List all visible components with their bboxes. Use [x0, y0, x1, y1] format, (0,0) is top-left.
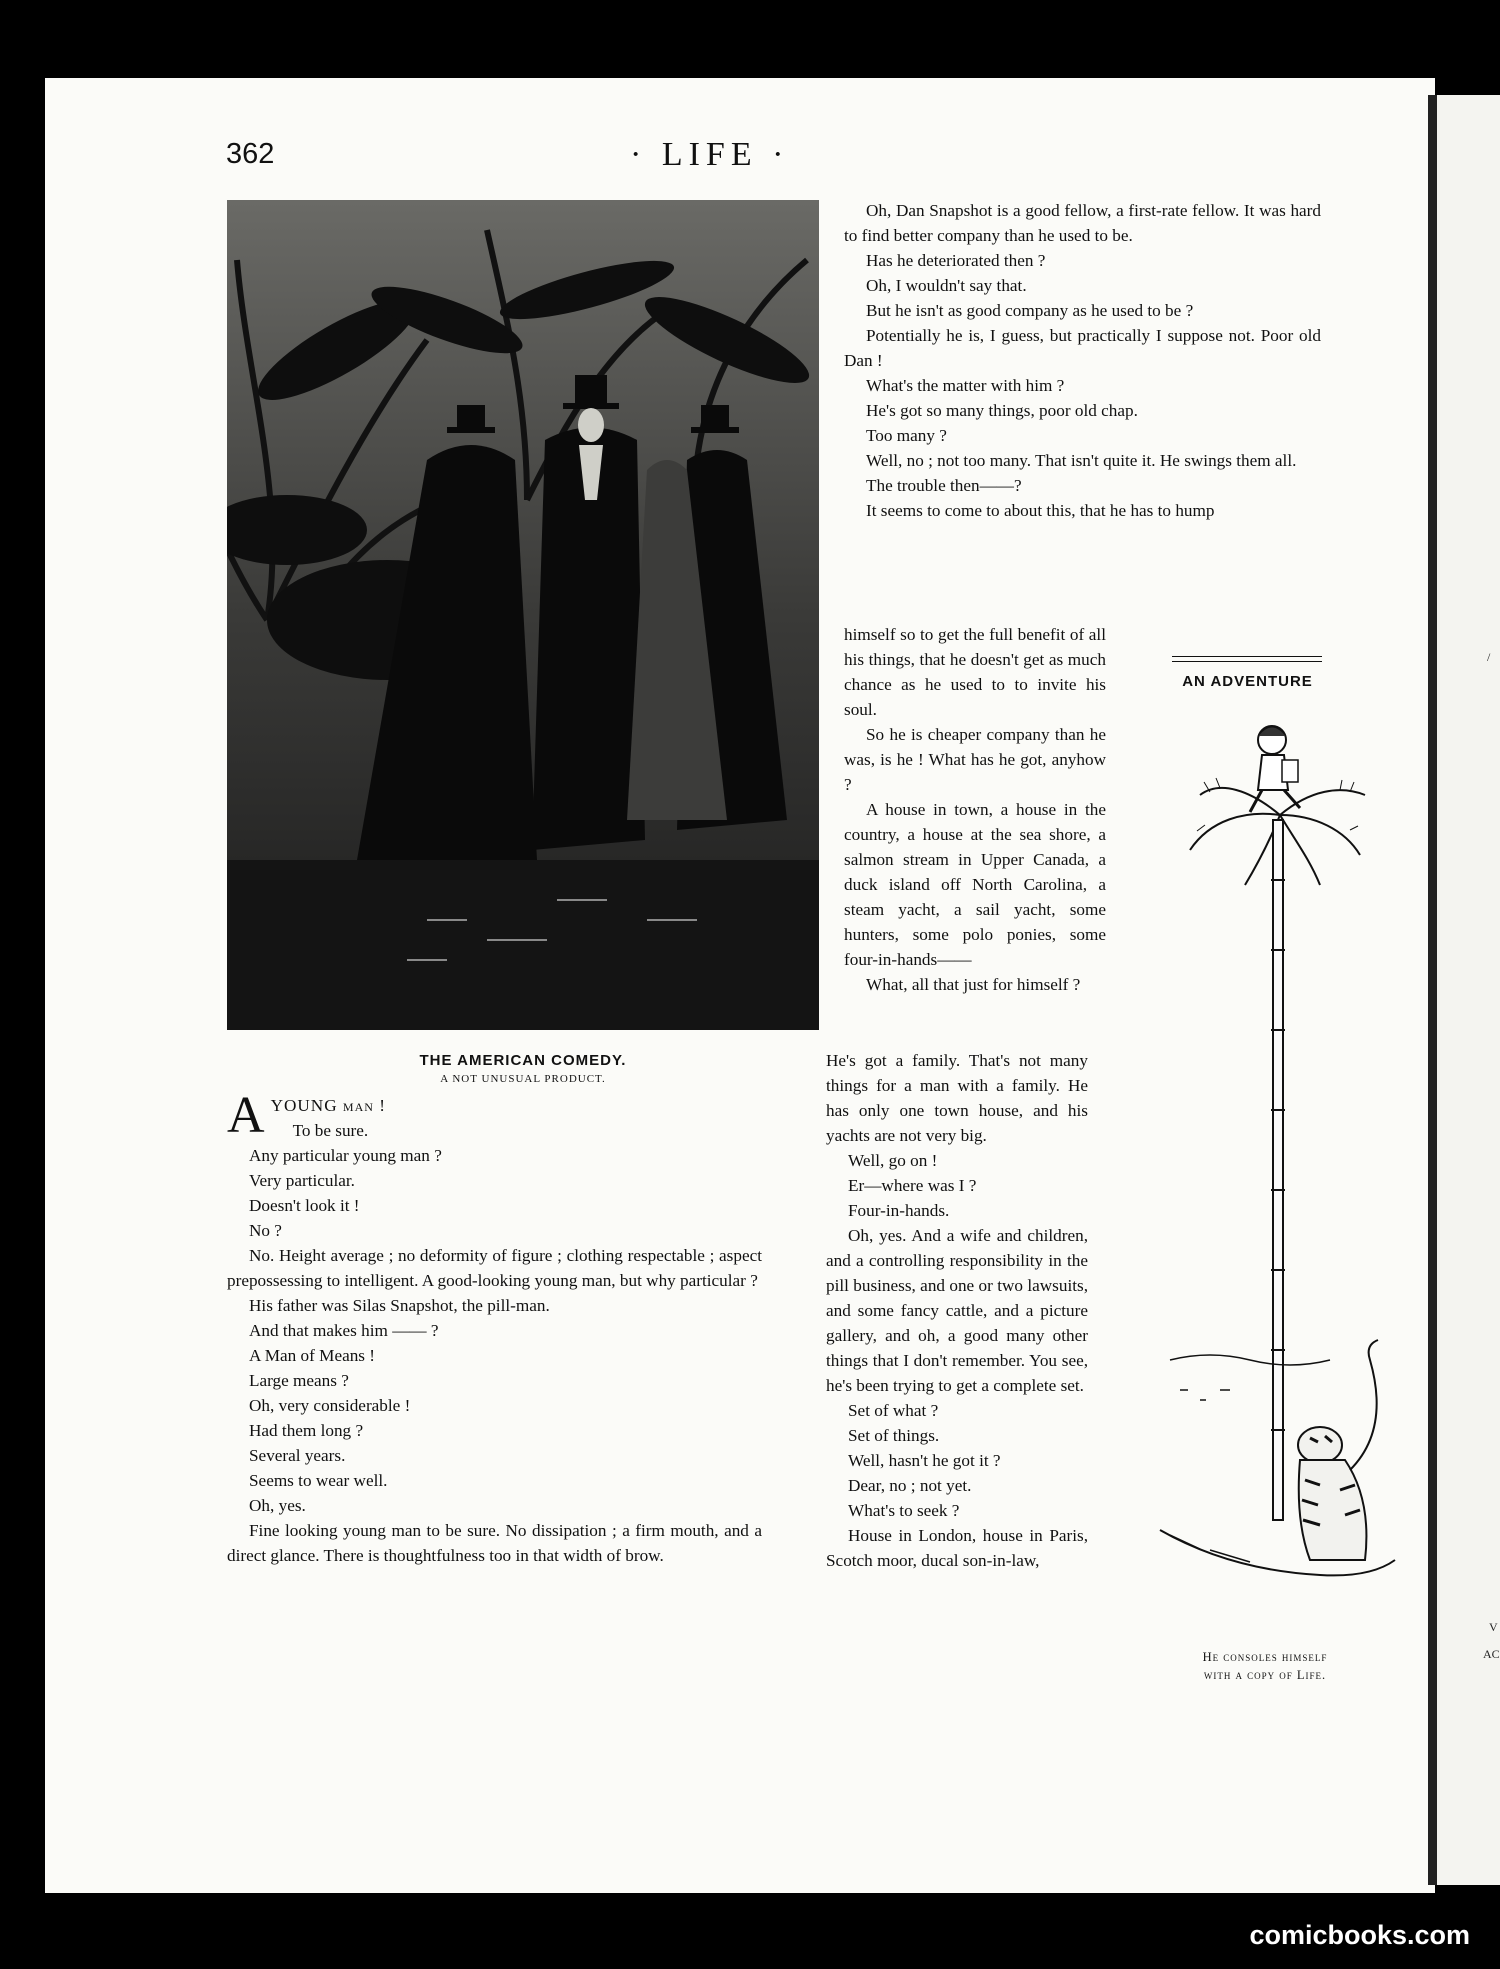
- drop-cap: A: [227, 1087, 265, 1144]
- paragraph: He's got so many things, poor old chap.: [866, 401, 1138, 420]
- cartoon-caption-line: with a copy of Life.: [1203, 1668, 1327, 1682]
- paragraph: Potentially he is, I guess, but practically I suppose not. Poor old Dan !: [844, 326, 1321, 370]
- paragraph-continuation: himself so to get the full benefit of all his things, that he doesn't get as much chance as he used to to invite his soul.: [844, 625, 1106, 719]
- adjacent-page-edge: [1437, 95, 1500, 1885]
- paragraph: No. Height average ; no deformity of figure ; clothing respectable ; aspect prepossessing to intelligent. A good-looking young man, but why particular ?: [227, 1246, 762, 1290]
- paragraph: Has he deteriorated then ?: [866, 251, 1046, 270]
- article-column-right-narrow: [844, 622, 1106, 997]
- paragraph: Well, hasn't he got it ?: [848, 1451, 1001, 1470]
- paragraph: House in London, house in Paris, Scotch moor, ducal son-in-law,: [826, 1526, 1088, 1570]
- page-number: 362: [226, 138, 275, 170]
- paragraph: Four-in-hands.: [848, 1201, 950, 1220]
- paragraph: And that makes him —— ?: [249, 1321, 439, 1340]
- paragraph: To be sure.: [292, 1121, 369, 1140]
- paragraph: So he is cheaper company than he was, is he ! What has he got, anyhow ?: [844, 725, 1106, 794]
- article-column-right-top: [844, 198, 1321, 523]
- paragraph: Well, no ; not too many. That isn't quite it. He swings them all.: [866, 451, 1297, 470]
- paragraph: Oh, Dan Snapshot is a good fellow, a first-rate fellow. It was hard to find better company than he used to be.: [844, 201, 1321, 245]
- paragraph: Too many ?: [866, 426, 947, 445]
- paragraph: Oh, yes. And a wife and children, and a controlling responsibility in the pill business, and one or two lawsuits, and some fancy cattle, and a picture gallery, and oh, a good many other things that I don't remember. You see, he's been trying to get a complete set.: [826, 1226, 1088, 1395]
- paragraph: A house in town, a house in the country, a house at the sea shore, a salmon stream in Upper Canada, a duck island off North Carolina, a steam yacht, a sail yacht, some hunters, some polo ponies, some four-in-hands——: [844, 800, 1106, 969]
- article-column-left: [227, 1087, 762, 1568]
- paragraph: Large means ?: [249, 1371, 349, 1390]
- paragraph: The trouble then——?: [866, 476, 1022, 495]
- paragraph: Seems to wear well.: [249, 1471, 388, 1490]
- paragraph: Oh, yes.: [249, 1496, 306, 1515]
- article-column-right-bottom: [826, 1048, 1088, 1573]
- engraving-illustration: [227, 200, 819, 1030]
- paragraph: Had them long ?: [249, 1421, 364, 1440]
- fragment: AC: [1483, 1647, 1500, 1661]
- paragraph: No ?: [249, 1221, 282, 1240]
- paragraph: Very particular.: [249, 1171, 355, 1190]
- paragraph: Oh, I wouldn't say that.: [866, 276, 1027, 295]
- paragraph: Dear, no ; not yet.: [848, 1476, 972, 1495]
- cartoon-illustration: [1150, 700, 1400, 1640]
- fragment: /: [1487, 650, 1491, 664]
- paragraph: What's to seek ?: [848, 1501, 960, 1520]
- paragraph: What's the matter with him ?: [866, 376, 1065, 395]
- paragraph: Fine looking young man to be sure. No dissipation ; a firm mouth, and a direct glance. There is thoughtfulness too in that width of brow.: [227, 1521, 762, 1565]
- paragraph: His father was Silas Snapshot, the pill-man.: [249, 1296, 550, 1315]
- paragraph-continuation: He's got a family. That's not many things for a man with a family. He has only one town house, and his yachts are not very big.: [826, 1051, 1088, 1145]
- cartoon-title: AN ADVENTURE: [1182, 673, 1313, 690]
- masthead: · LIFE ·: [630, 136, 790, 173]
- paragraph: A Man of Means !: [249, 1346, 376, 1365]
- fragment: V: [1489, 1620, 1498, 1634]
- paragraph: Several years.: [249, 1446, 346, 1465]
- site-watermark: comicbooks.com: [1249, 1920, 1470, 1950]
- double-rule: [1172, 656, 1322, 657]
- paragraph: Oh, very considerable !: [249, 1396, 411, 1415]
- paragraph: But he isn't as good company as he used to be ?: [866, 301, 1194, 320]
- double-rule: [1172, 661, 1322, 662]
- paragraph: Doesn't look it !: [249, 1196, 360, 1215]
- paragraph: Any particular young man ?: [249, 1146, 442, 1165]
- paragraph: Set of what ?: [848, 1401, 939, 1420]
- opening-line: YOUNG man !: [270, 1096, 386, 1115]
- cartoon-caption-line: He consoles himself: [1202, 1650, 1328, 1664]
- illustration-caption-title: THE AMERICAN COMEDY.: [419, 1052, 627, 1069]
- paragraph: What, all that just for himself ?: [866, 975, 1081, 994]
- illustration-caption-subtitle: A NOT UNUSUAL PRODUCT.: [440, 1073, 606, 1085]
- paragraph: It seems to come to about this, that he has to hump: [866, 501, 1215, 520]
- paragraph: Well, go on !: [848, 1151, 938, 1170]
- cartoon-caption: [1150, 1648, 1380, 1684]
- paragraph: Set of things.: [848, 1426, 940, 1445]
- paragraph: Er—where was I ?: [848, 1176, 977, 1195]
